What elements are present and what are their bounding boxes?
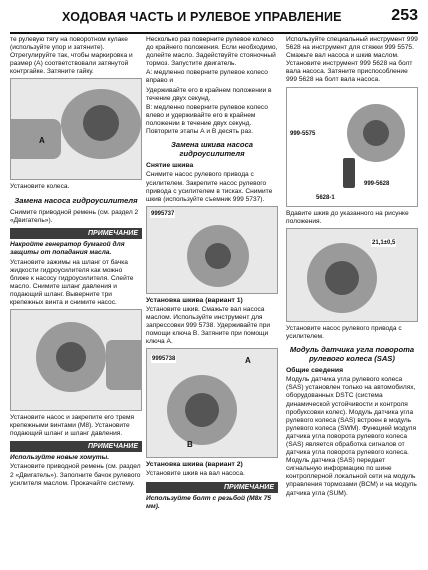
paragraph: Установите насос и закрепите его тремя крепежными винтами (M8). Установите подающий шланг и шланг давления. xyxy=(10,414,135,438)
tool-label: 5628-1 xyxy=(316,194,335,201)
page-title: ХОДОВАЯ ЧАСТЬ И РУЛЕВОЕ УПРАВЛЕНИЕ xyxy=(62,10,342,24)
page-header xyxy=(10,6,418,34)
subheading: Снятие шкива xyxy=(146,162,194,170)
paragraph: Несколько раз поверните рулевое колесо до крайнего положения. Если необходимо, долейте масло. Задействуйте стояночный тормоз. Запустите двигатель. xyxy=(146,36,278,68)
note-text: Накройте генератор бумагой для защиты от попадания масла. xyxy=(10,241,125,257)
paragraph: Установите шкив на вал насоса. xyxy=(146,470,245,478)
figure-press-tool xyxy=(286,87,418,207)
figure-label: A xyxy=(245,356,251,366)
tool-label: 9995737 xyxy=(151,210,175,217)
paragraph: Установите насос рулевого привода с усилителем. xyxy=(286,324,402,340)
column-middle xyxy=(146,36,278,512)
figure-label: B xyxy=(187,440,193,450)
paragraph: Установите зажимы на шланг от бачка жидкости гидроусилителя как можно ближе к насосу гидроусилителя. Слейте масло. Снимите шланг давления и подающий шланг. Выверните три крепежных винта и снимите насос. xyxy=(10,258,134,306)
paragraph: Установите приводной ремень (см. раздел 2 «Двигатель»). Заполните бачок рулевого усилителя маслом. Прокачайте систему. xyxy=(10,463,141,487)
tool-label: 999-5628 xyxy=(364,180,390,187)
paragraph: Снимите насос рулевого привода с усилителем. Закрепите насос рулевого привода с усилителем в тисках. Снимите шкив (используйте съемник 999 5737). xyxy=(146,171,273,203)
paragraph: А: медленно поверните рулевое колесо вправо и xyxy=(146,69,268,85)
subheading: Общие сведения xyxy=(286,367,344,375)
paragraph: Вдавите шкив до указанного на рисунке положения. xyxy=(286,209,409,225)
figure-pump-mount xyxy=(10,309,142,411)
section-heading: Замена насоса гидроусилителя xyxy=(14,195,138,205)
tool-label: 9995738 xyxy=(152,356,176,363)
note-banner: ПРИМЕЧАНИЕ xyxy=(146,482,278,493)
figure-pulley-press xyxy=(146,348,278,458)
dimension-label: 21,1±0,5 xyxy=(372,239,396,246)
paragraph: В: медленно поверните рулевое колесо влево и удерживайте его в крайнем положении в течение двух секунд. Повторите этапы А и В десять раз. xyxy=(146,103,268,136)
note-text: Используйте болт с резьбой (M8x 75 мм). xyxy=(146,494,272,510)
subheading: Установка шкива (вариант 2) xyxy=(146,461,243,469)
note-banner: ПРИМЕЧАНИЕ xyxy=(10,441,142,452)
page-number: 253 xyxy=(391,7,418,24)
figure-label: A xyxy=(39,136,45,146)
paragraph: Удерживайте его в крайнем положении в течение двух секунд. xyxy=(146,86,272,102)
figure-pulley-puller xyxy=(146,206,278,294)
paragraph: Модуль датчика угла рулевого колеса (SAS) установлен только на автомобилях, оборудованных DSTC (система динамической устойчивости и контроля пробуксовки колес). Модуль датчика угла рулевого колеса (SAS) встроен в модуль рулевого колеса (SWM). Функцией модуля датчика угла поворота рулевого колеса (SAS) является обработка сигналов от датчика угла поворота рулевого колеса. Модуль датчика (SAS) передает сигнальную информацию по шине контроллерной локальной сети на модуль управления тормозами (BCM) и на модуль датчика угла (SUM). xyxy=(286,376,417,497)
figure-pulley-depth xyxy=(286,228,418,322)
paragraph: Снимите приводной ремень (см. раздел 2 «Двигатель»). xyxy=(10,209,139,225)
column-right xyxy=(286,36,418,499)
paragraph: Установите колеса. xyxy=(10,183,70,191)
paragraph: те рулевую тягу на поворотном кулаке (используйте упор и затяните). Отрегулируйте так, чтобы маркировка и размер (A) соответствовали затянутой контргайке. Затяните гайку. xyxy=(10,36,133,76)
note-banner: ПРИМЕЧАНИЕ xyxy=(10,228,142,239)
note-text: Используйте новые хомуты. xyxy=(10,454,110,462)
column-left xyxy=(10,36,142,489)
section-heading: Модуль датчика угла поворота рулевого колеса (SAS) xyxy=(289,344,415,363)
paragraph: Используйте специальный инструмент 999 5628 на инструмент для стяжки 999 5575. Смажьте вал насоса и шкив маслом. Установите инструмент 999 5628 на болт вала насоса. Затяните приспособление 999 5628 на болт вала насоса. xyxy=(286,36,418,84)
section-heading: Замена шкива насоса гидроусилителя xyxy=(170,140,254,158)
figure-steering-rod xyxy=(10,78,142,180)
tool-label: 999-5575 xyxy=(290,130,316,137)
paragraph: Установите шкив. Смажьте вал насоса маслом. Используйте инструмент для запрессовки 999 5738. Удерживайте при помощи ключа B. Затяните при помощи ключа A. xyxy=(146,305,271,346)
subheading: Установка шкива (вариант 1) xyxy=(146,296,243,304)
